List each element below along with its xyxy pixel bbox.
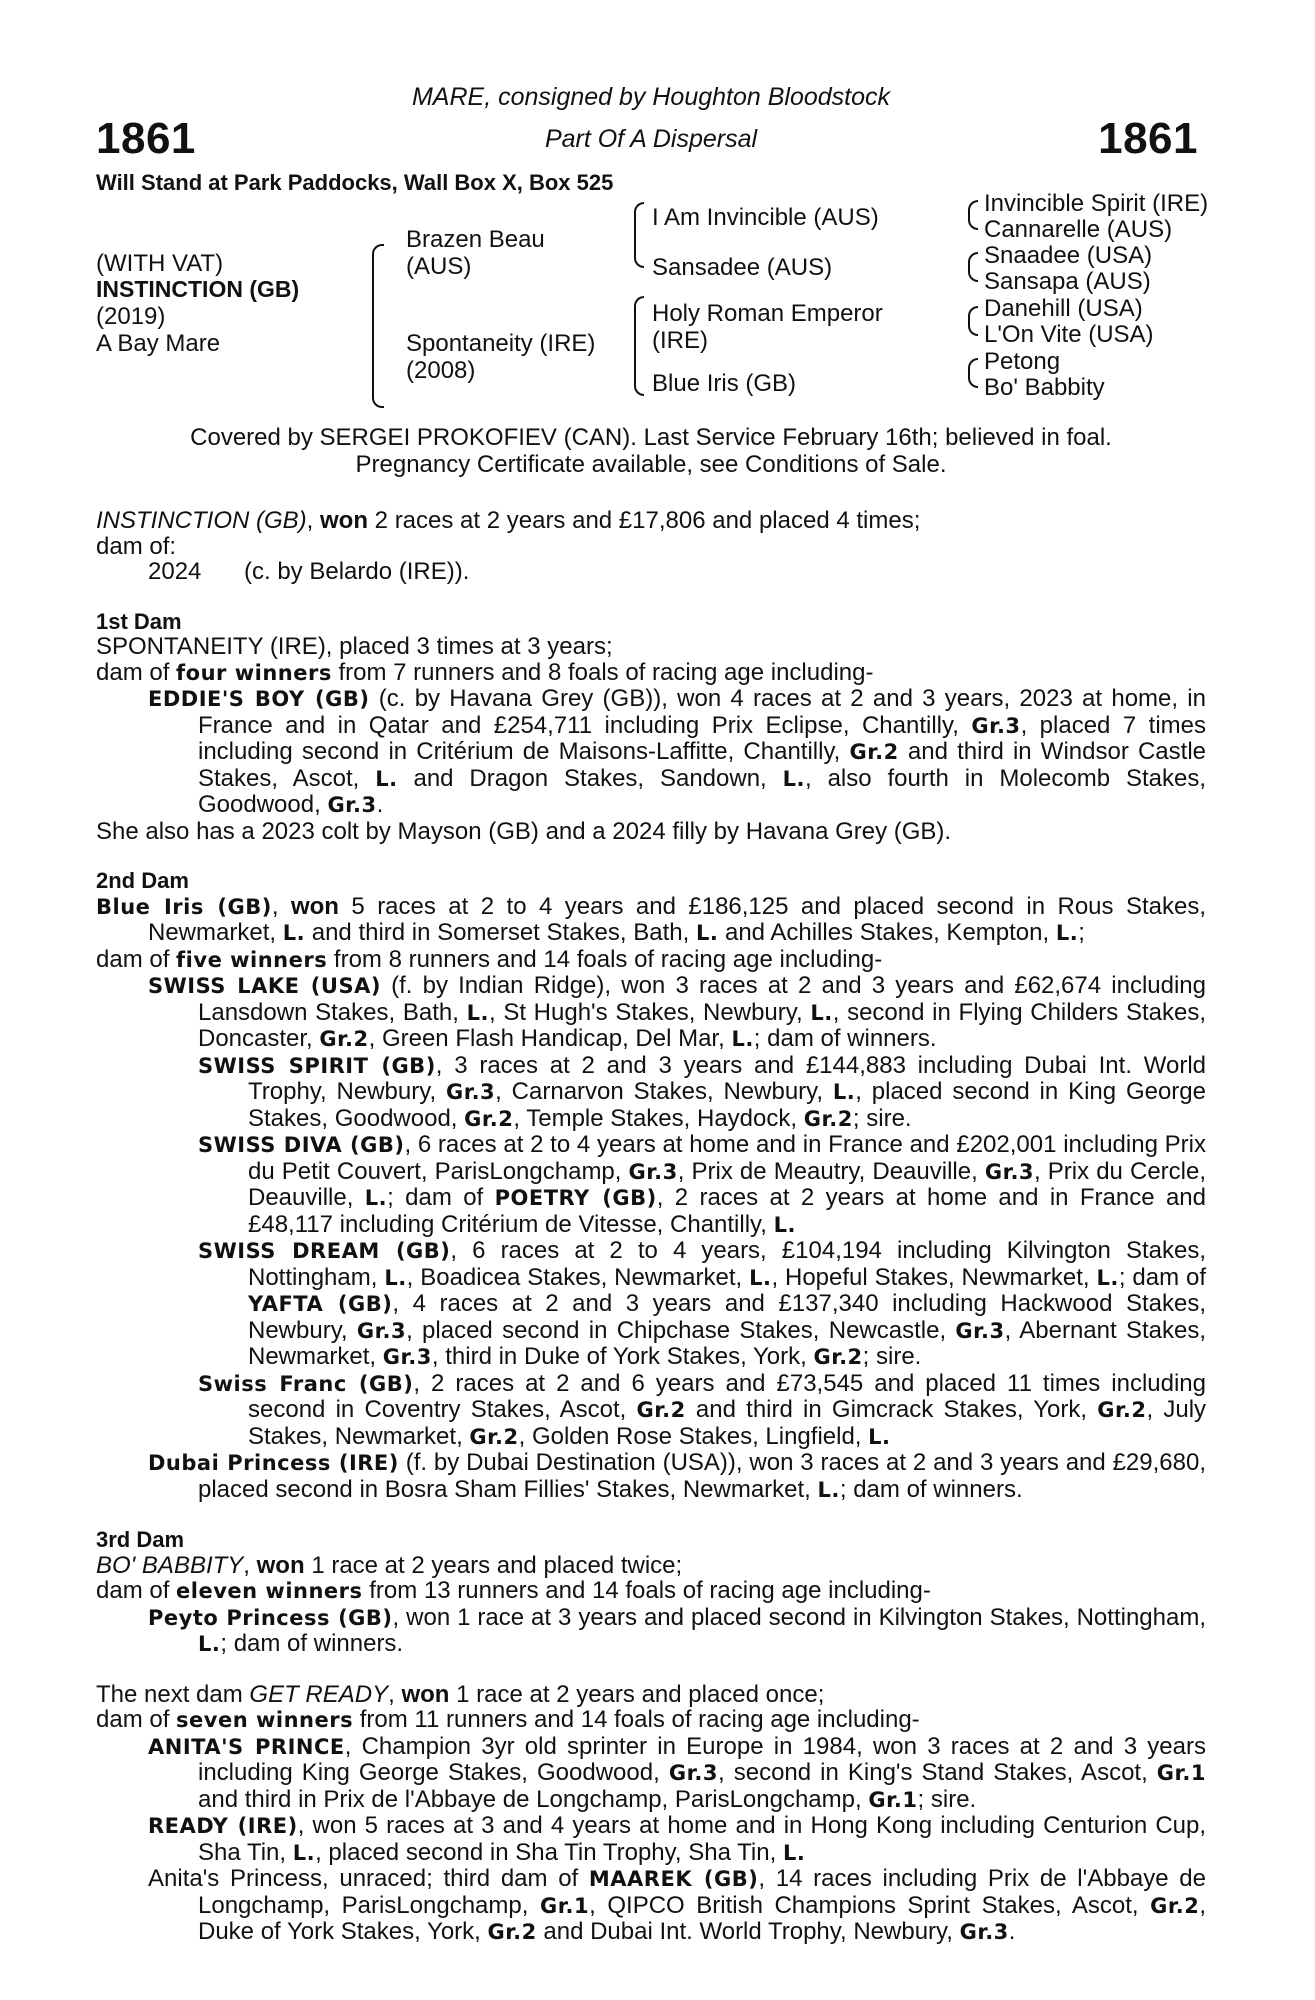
gen3-5: Danehill (USA) [984, 295, 1143, 322]
mare-name: INSTINCTION (GB) [96, 507, 307, 534]
produce-ready: READY (IRE), won 5 races at 3 and 4 years at home and in Hong Kong including Centurion Cup, Sha Tin, L., placed second in Sha Tin Trophy, Sha Tin, L. [148, 1812, 1207, 1866]
mare-dam-of: dam of: [96, 532, 177, 560]
sire-country: (AUS) [406, 253, 472, 280]
produce-swiss-franc: Swiss Franc (GB), 2 races at 2 and 6 years and £73,545 and placed 11 times including second in Coventry Stakes, Ascot, Gr.2 and third in Gimcrack Stakes, York, Gr.2, July Stakes, Newmarket, Gr.2, Golden Rose Stakes, Lingfield, L. [198, 1369, 1207, 1450]
produce-anitas-prince: ANITA'S PRINCE, Champion 3yr old sprinter in Europe in 1984, won 3 races at 2 and 3 years including King George Stakes, Goodwood, Gr.3, second in King's Stand Stakes, Ascot, Gr.1 and third in Prix de l'Abbaye de Longchamp, ParisLongchamp, Gr.1; sire. [148, 1732, 1206, 1813]
catalogue-body [96, 508, 1206, 1946]
lot-number-left: 1861 [96, 114, 196, 163]
sire-name: Brazen Beau [406, 226, 545, 253]
next-dam-dam-of: dam of seven winners from 11 runners and 14 foals of racing age including- [96, 1706, 920, 1733]
foal-year: 2024 [148, 558, 202, 585]
brace-g3-4 [968, 358, 978, 388]
produce-swiss-lake: SWISS LAKE (USA) (f. by Indian Ridge), won 3 races at 2 and 3 years and £62,674 including Lansdown Stakes, Bath, L., St Hugh's Stakes, Newbury, L., second in Flying Childers Stakes, Doncaster, Gr.2, Green Flash Handicap, Del Mar, L.; dam of winners. [148, 972, 1207, 1052]
cover-line-2: Pregnancy Certificate available, see Conditions of Sale. [355, 451, 947, 478]
produce-dubai-princess: Dubai Princess (IRE) (f. by Dubai Destination (USA)), won 3 races at 2 and 3 years and £29,680, placed second in Bosra Sham Fillies' Stakes, Newmarket, L.; dam of winners. [148, 1449, 1207, 1503]
gen3-3: Snaadee (USA) [984, 242, 1153, 269]
dam-sire-country: (IRE) [652, 327, 708, 354]
gen3-6: L'On Vite (USA) [984, 321, 1154, 348]
second-dam-heading: 2nd Dam [96, 868, 189, 893]
lot-header-center [96, 76, 1206, 160]
brace-horse [372, 244, 384, 408]
produce-peyto-princess: Peyto Princess (GB), won 1 race at 3 years and placed second in Kilvington Stakes, Nottingham, L.; dam of winners. [148, 1603, 1206, 1657]
brace-g3-2 [968, 252, 978, 282]
horse-description: A Bay Mare [96, 330, 221, 357]
cover-line-1: Covered by SERGEI PROKOFIEV (CAN). Last Service February 16th; believed in foal. [190, 424, 1112, 451]
gen3-2: Cannarelle (AUS) [984, 216, 1173, 243]
produce-swiss-spirit: SWISS SPIRIT (GB), 3 races at 2 and 3 years and £144,883 including Dubai Int. World Trophy, Newbury, Gr.3, Carnarvon Stakes, Newbury, L., placed second in King George Stakes, Goodwood, Gr.2, Temple Stakes, Haydock, Gr.2; sire. [198, 1051, 1206, 1132]
covering-info [96, 424, 1206, 478]
mare-record: INSTINCTION (GB), won 2 races at 2 years and £17,806 and placed 4 times; [96, 507, 921, 534]
lot-number-right: 1861 [1098, 114, 1198, 163]
next-dam-record: The next dam GET READY, won 1 race at 2 years and placed once; [96, 1680, 825, 1708]
second-dam-dam-of: dam of five winners from 8 runners and 14 foals of racing age including- [96, 945, 883, 973]
foal-description: (c. by Belardo (IRE)). [244, 558, 470, 585]
gen3-7: Petong [984, 348, 1061, 375]
horse-vat: (WITH VAT) [96, 250, 224, 277]
catalogue-page [96, 76, 1209, 1946]
dam-sire: Holy Roman Emperor [652, 300, 883, 327]
dam-name: Spontaneity (IRE) [406, 330, 596, 357]
first-dam-intro: SPONTANEITY (IRE), placed 3 times at 3 years; [96, 633, 613, 660]
dam-dam: Blue Iris (GB) [652, 370, 797, 397]
stand-location: Will Stand at Park Paddocks, Wall Box X, Box 525 [96, 170, 614, 195]
brace-sire [634, 202, 644, 268]
sire-sire: I Am Invincible (AUS) [652, 204, 879, 231]
pedigree-table [96, 190, 1209, 412]
horse-year: (2019) [96, 303, 166, 330]
brace-g3-1 [968, 200, 978, 230]
gen3-8: Bo' Babbity [984, 374, 1105, 401]
lot-subtitle: Part Of A Dispersal [544, 125, 758, 153]
produce-swiss-dream: SWISS DREAM (GB), 6 races at 2 to 4 years, £104,194 including Kilvington Stakes, Nottingham, L., Boadicea Stakes, Newmarket, L., Hopeful Stakes, Newmarket, L.; dam of YAFTA (GB), 4 races at 2 and 3 years and £137,340 including Hackwood Stakes, Newbury, Gr.3, placed second in Chipchase Stakes, Newcastle, Gr.3, Abernant Stakes, Newmarket, Gr.3, third in Duke of York Stakes, York, Gr.2; sire. [198, 1237, 1207, 1370]
dam-year: (2008) [406, 357, 476, 384]
first-dam-dam-of: dam of four winners from 7 runners and 8 foals of racing age including- [96, 658, 874, 686]
produce-eddies-boy: EDDIE'S BOY (GB) (c. by Havana Grey (GB)), won 4 races at 2 and 3 years, 2023 at home, in France and in Qatar and £254,711 including Prix Eclipse, Chantilly, Gr.3, placed 7 times including second in Critérium de Maisons-Laffitte, Chantilly, Gr.2 and third in Windsor Castle Stakes, Ascot, L. and Dragon Stakes, Sandown, L., also fourth in Molecomb Stakes, Goodwood, Gr.3. [148, 685, 1206, 818]
consignor-line: MARE, consigned by Houghton Bloodstock [411, 83, 891, 111]
gen3-1: Invincible Spirit (IRE) [984, 190, 1209, 217]
produce-anitas-princess: Anita's Princess, unraced; third dam of MAAREK (GB), 14 races including Prix de l'Abbaye de Longchamp, ParisLongchamp, Gr.1, QIPCO British Champions Sprint Stakes, Ascot, Gr.2, Duke of York Stakes, York, Gr.2 and Dubai Int. World Trophy, Newbury, Gr.3. [148, 1865, 1207, 1945]
produce-swiss-diva: SWISS DIVA (GB), 6 races at 2 to 4 years at home and in France and £202,001 including Prix du Petit Couvert, ParisLongchamp, Gr.3, Prix de Meautry, Deauville, Gr.3, Prix du Cercle, Deauville, L.; dam of POETRY (GB), 2 races at 2 years at home and in France and £48,117 including Critérium de Vitesse, Chantilly, L. [198, 1131, 1207, 1238]
second-dam-record: Blue Iris (GB), won 5 races at 2 to 4 years and £186,125 and placed second in Rous Stakes, Newmarket, L. and third in Somerset Stakes, Bath, L. and Achilles Stakes, Kempton, L.; [96, 892, 1206, 946]
first-dam-heading: 1st Dam [96, 608, 182, 634]
third-dam-record: BO' BABBITY, won 1 race at 2 years and placed twice; [96, 1551, 683, 1579]
brace-g3-3 [968, 306, 978, 336]
won-label: won [320, 507, 368, 534]
third-dam-heading: 3rd Dam [96, 1527, 185, 1552]
mare-foal [96, 559, 1206, 585]
gen3-4: Sansapa (AUS) [984, 268, 1151, 295]
sire-dam: Sansadee (AUS) [652, 254, 833, 281]
first-dam-also: She also has a 2023 colt by Mayson (GB) and a 2024 filly by Havana Grey (GB). [96, 817, 952, 845]
third-dam-dam-of: dam of eleven winners from 13 runners and 14 foals of racing age including- [96, 1577, 931, 1604]
brace-dam [634, 296, 644, 396]
horse-name: INSTINCTION (GB) [96, 276, 300, 302]
mare-record-text: 2 races at 2 years and £17,806 and placed 4 times; [374, 507, 921, 534]
lot-header [96, 76, 1206, 196]
